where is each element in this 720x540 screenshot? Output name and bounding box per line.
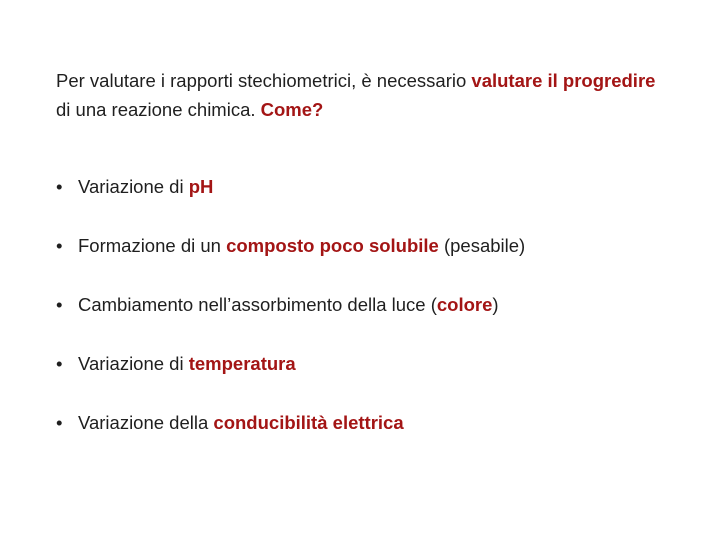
bullet-icon: • bbox=[56, 412, 63, 433]
bullet-emphasis: colore bbox=[436, 294, 493, 315]
intro-paragraph bbox=[56, 66, 666, 124]
bullet-text: Variazione della bbox=[78, 412, 214, 433]
bullet-icon: • bbox=[56, 294, 63, 315]
bullet-item-composto bbox=[56, 231, 525, 261]
bullet-icon: • bbox=[56, 235, 63, 256]
bullet-item-temperatura bbox=[56, 349, 525, 379]
bullet-emphasis: composto poco solubile bbox=[226, 235, 439, 256]
bullet-text: Formazione di un bbox=[78, 235, 227, 256]
bullet-item-conducibilita bbox=[56, 408, 525, 438]
bullet-text: Variazione di bbox=[78, 353, 189, 374]
bullet-text: Variazione di bbox=[78, 176, 189, 197]
bullet-item-colore bbox=[56, 290, 525, 320]
bullet-item-ph bbox=[56, 172, 525, 202]
intro-text-1: Per valutare i rapporti stechiometrici, è necessario bbox=[56, 70, 472, 91]
bullet-icon: • bbox=[56, 353, 63, 374]
intro-emphasis-2: Come? bbox=[260, 99, 324, 120]
bullet-icon: • bbox=[56, 176, 63, 197]
intro-text-2: di una reazione chimica. bbox=[56, 99, 261, 120]
intro-emphasis-1: valutare il progredire bbox=[471, 70, 656, 91]
bullet-list bbox=[56, 172, 525, 467]
bullet-text: Cambiamento nell’assorbimento della luce ( bbox=[78, 294, 437, 315]
bullet-emphasis: temperatura bbox=[188, 353, 296, 374]
bullet-text-after: (pesabile) bbox=[438, 235, 526, 256]
bullet-emphasis: pH bbox=[188, 176, 214, 197]
bullet-emphasis: conducibilità elettrica bbox=[213, 412, 404, 433]
bullet-text-after: ) bbox=[492, 294, 499, 315]
